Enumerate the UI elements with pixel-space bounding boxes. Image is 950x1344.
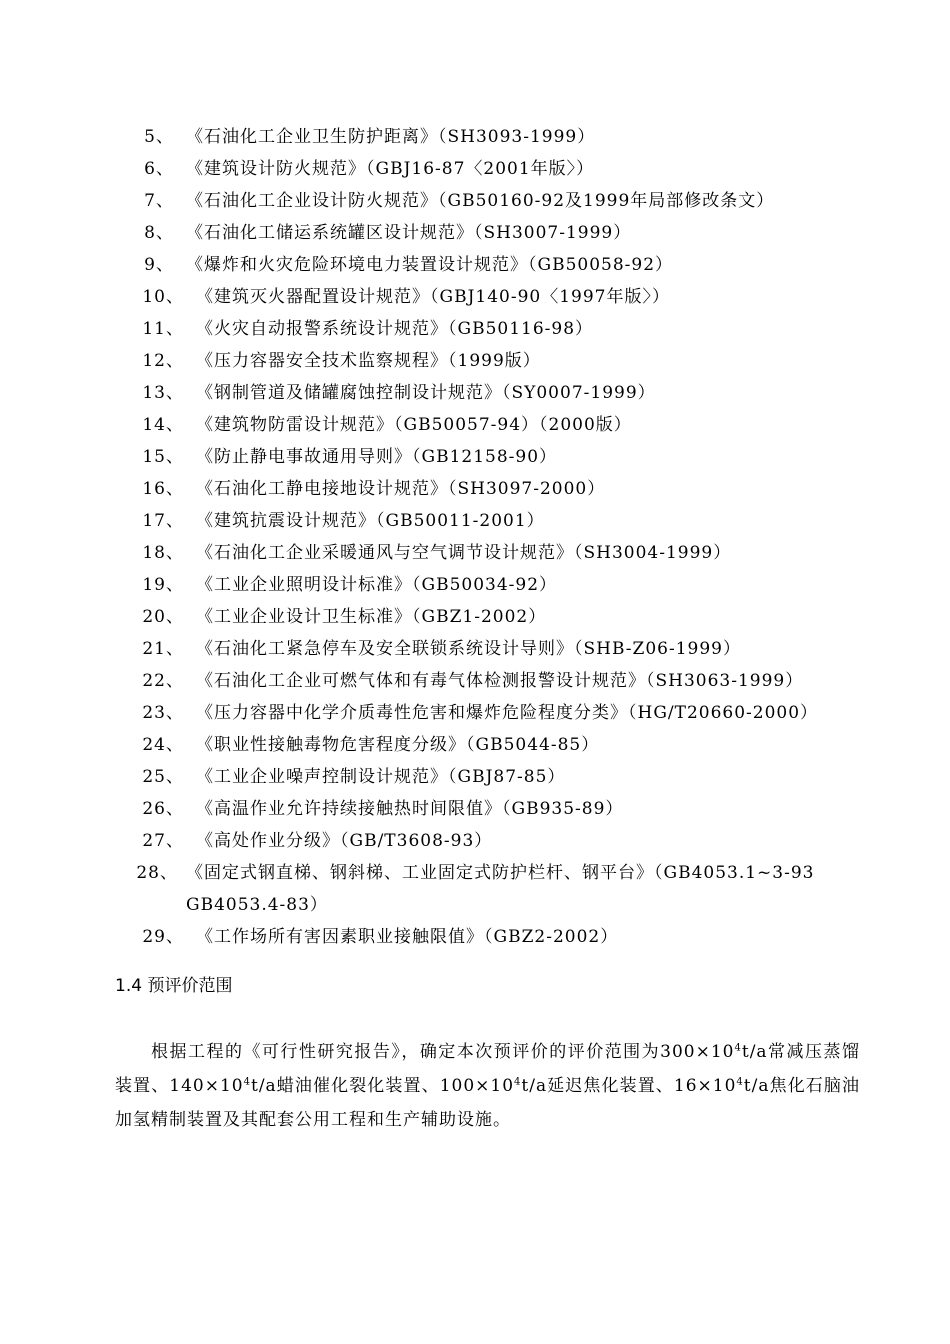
list-item-number: 15、	[142, 447, 184, 467]
list-item-number: 7、	[144, 191, 174, 211]
superscript: 4	[243, 1076, 251, 1088]
list-item-number: 22、	[142, 671, 184, 691]
list-item-number: 12、	[142, 351, 184, 371]
list-item	[0, 313, 950, 345]
list-item-number: 10、	[142, 287, 184, 307]
list-item-number: 14、	[142, 415, 184, 435]
paragraph-text: t/a焦化石脑油加氢精制装置及其配套公用工程和生产辅助设施。	[115, 1076, 860, 1130]
list-item-text: 《火灾自动报警系统设计规范》（GB50116-98）	[196, 319, 594, 339]
list-item-text: 《建筑物防雷设计规范》（GB50057-94）（2000版）	[196, 415, 632, 435]
list-item	[0, 569, 950, 601]
list-item	[0, 761, 950, 793]
paragraph-text: t/a延迟焦化装置、16×10	[521, 1076, 737, 1096]
list-item-text: 《压力容器安全技术监察规程》（1999版）	[196, 351, 541, 371]
list-item-number: 8、	[144, 223, 174, 243]
list-item-text: 《石油化工企业设计防火规范》（GB50160-92及1999年局部修改条文）	[186, 191, 775, 211]
paragraph-text: t/a蜡油催化裂化装置、100×10	[251, 1076, 515, 1096]
list-item-text: 《石油化工企业采暖通风与空气调节设计规范》（SH3004-1999）	[196, 543, 732, 563]
superscript: 4	[734, 1042, 742, 1054]
list-item-text: 《防止静电事故通用导则》（GB12158-90）	[196, 447, 558, 467]
list-item-number: 5、	[144, 127, 174, 147]
paragraph-text: t/a常减压蒸馏装置、140×10	[115, 1042, 860, 1096]
list-item-number: 26、	[142, 799, 184, 819]
list-item	[0, 697, 950, 729]
list-item-text: 《工业企业照明设计标准》（GB50034-92）	[196, 575, 558, 595]
list-item-number: 29、	[142, 927, 184, 947]
list-item-text: 《石油化工企业卫生防护距离》（SH3093-1999）	[186, 127, 596, 147]
list-item-text: 《建筑灭火器配置设计规范》（GBJ140-90〈1997年版〉）	[196, 287, 670, 307]
list-item-text: 《石油化工企业可燃气体和有毒气体检测报警设计规范》（SH3063-1999）	[196, 671, 804, 691]
body-paragraph	[115, 1035, 860, 1137]
list-item-text: 《建筑抗震设计规范》（GB50011-2001）	[196, 511, 545, 531]
list-item-text: 《爆炸和火灾危险环境电力装置设计规范》（GB50058-92）	[186, 255, 674, 275]
list-item	[0, 441, 950, 473]
list-item-text: 《石油化工储运系统罐区设计规范》（SH3007-1999）	[186, 223, 632, 243]
list-item-number: 27、	[142, 831, 184, 851]
list-item-number: 19、	[142, 575, 184, 595]
list-item-text: 《建筑设计防火规范》（GBJ16-87〈2001年版〉）	[186, 159, 595, 179]
list-item	[0, 633, 950, 665]
list-item-number: 17、	[142, 511, 184, 531]
list-item	[0, 537, 950, 569]
list-item-number: 24、	[142, 735, 184, 755]
list-item	[0, 377, 950, 409]
list-item	[0, 601, 950, 633]
list-item-number: 25、	[142, 767, 184, 787]
list-item	[0, 249, 950, 281]
list-item-text: 《钢制管道及储罐腐蚀控制设计规范》（SY0007-1999）	[196, 383, 656, 403]
list-item-number: 13、	[142, 383, 184, 403]
reference-list	[0, 121, 950, 953]
list-item-text: 《职业性接触毒物危害程度分级》（GB5044-85）	[196, 735, 600, 755]
list-item	[0, 217, 950, 249]
list-item-number: 21、	[142, 639, 184, 659]
list-item	[0, 121, 950, 153]
list-item-text: 《固定式钢直梯、钢斜梯、工业固定式防护栏杆、钢平台》（GB4053.1~3-93 GB4053.4-83）	[186, 863, 815, 915]
list-item-number: 6、	[144, 159, 174, 179]
list-item-number: 11、	[142, 319, 184, 339]
superscript: 4	[736, 1076, 744, 1088]
list-item-text: 《石油化工静电接地设计规范》（SH3097-2000）	[196, 479, 606, 499]
list-item-number: 18、	[142, 543, 184, 563]
list-item-number: 16、	[142, 479, 184, 499]
list-item	[0, 921, 950, 953]
list-item-text: 《高温作业允许持续接触热时间限值》（GB935-89）	[196, 799, 624, 819]
list-item	[0, 729, 950, 761]
list-item	[0, 665, 950, 697]
section-heading: 1.4 预评价范围	[115, 976, 233, 996]
list-item-text: 《压力容器中化学介质毒性危害和爆炸危险程度分类》（HG/T20660-2000）	[196, 703, 819, 723]
list-item-number: 28、	[136, 863, 178, 883]
list-item-number: 9、	[144, 255, 174, 275]
list-item-text: 《工业企业噪声控制设计规范》（GBJ87-85）	[196, 767, 566, 787]
list-item	[0, 473, 950, 505]
list-item	[0, 793, 950, 825]
list-item	[0, 505, 950, 537]
list-item	[0, 153, 950, 185]
paragraph-text: 根据工程的《可行性研究报告》，确定本次预评价的评价范围为300×10	[151, 1042, 735, 1062]
list-item	[0, 825, 950, 857]
list-item-text: 《工业企业设计卫生标准》（GBZ1-2002）	[196, 607, 547, 627]
superscript: 4	[514, 1076, 522, 1088]
list-item-number: 23、	[142, 703, 184, 723]
list-item	[0, 345, 950, 377]
list-item-number: 20、	[142, 607, 184, 627]
list-item-text: 《高处作业分级》（GB/T3608-93）	[196, 831, 493, 851]
list-item	[0, 185, 950, 217]
list-item	[0, 857, 950, 921]
list-item-text: 《工作场所有害因素职业接触限值》（GBZ2-2002）	[196, 927, 619, 947]
list-item-text: 《石油化工紧急停车及安全联锁系统设计导则》（SHB-Z06-1999）	[196, 639, 741, 659]
list-item	[0, 409, 950, 441]
list-item	[0, 281, 950, 313]
